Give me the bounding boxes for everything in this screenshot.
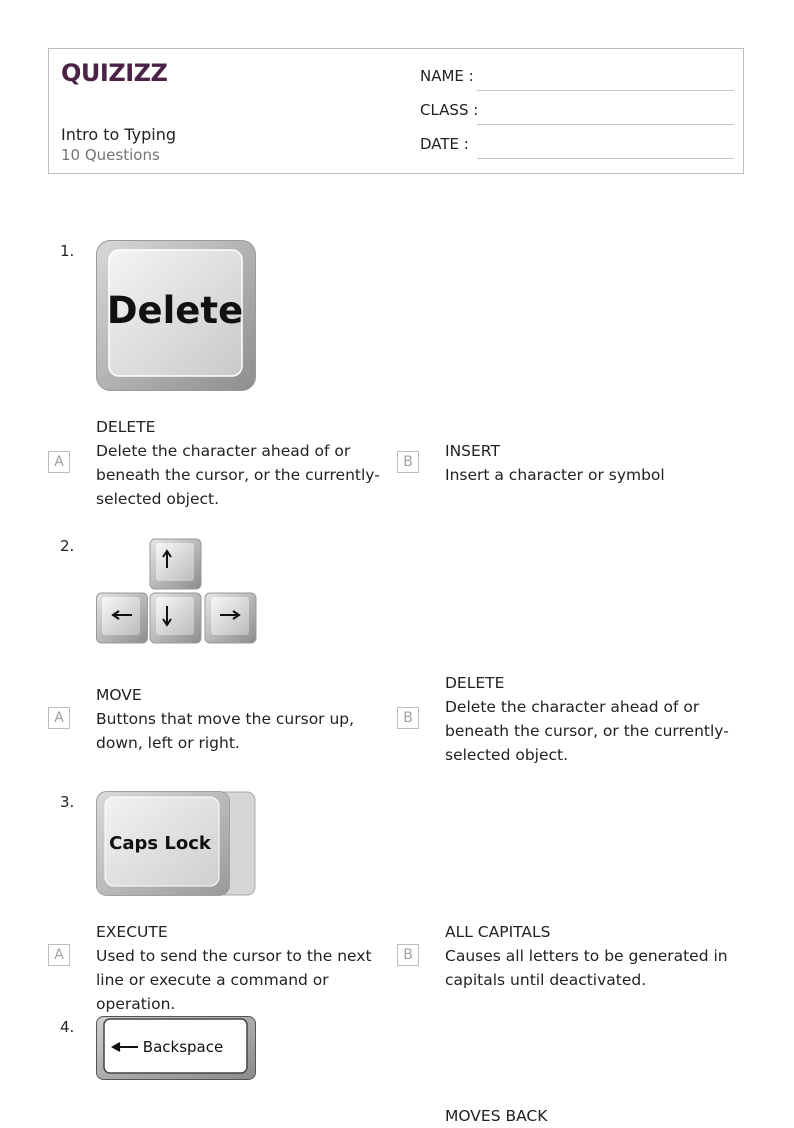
class-field[interactable] <box>420 101 734 125</box>
delete-key-image <box>96 240 256 391</box>
date-label: DATE : <box>420 135 469 153</box>
option-text: Buttons that move the cursor up, down, left or right. <box>96 710 355 752</box>
caps-lock-key-image <box>96 791 256 896</box>
backspace-key-label: Backspace <box>142 1038 224 1056</box>
option-b[interactable] <box>445 1104 745 1128</box>
option-title: DELETE <box>445 674 505 692</box>
option-a-box[interactable]: A <box>48 451 70 473</box>
name-line[interactable] <box>477 90 734 91</box>
caps-lock-key-label: Caps Lock <box>109 833 211 854</box>
worksheet-header <box>48 48 744 174</box>
option-text: Causes all letters to be generated in capitals until deactivated. <box>445 947 728 989</box>
quizizz-logo: QUIZIZZ <box>61 59 168 87</box>
question-number: 3. <box>60 793 75 811</box>
question-number: 2. <box>60 537 75 555</box>
option-text: Delete the character ahead of or beneath the cursor, or the currently-selected object. <box>445 698 729 764</box>
option-a-box[interactable]: A <box>48 944 70 966</box>
down-arrow-key <box>150 593 201 643</box>
name-label: NAME : <box>420 67 474 85</box>
option-b[interactable] <box>445 671 745 767</box>
delete-key-label: Delete <box>106 289 244 332</box>
class-line[interactable] <box>477 124 734 125</box>
date-field[interactable] <box>420 135 734 159</box>
arrow-keys-image <box>96 538 257 644</box>
option-title: ALL CAPITALS <box>445 923 551 941</box>
option-text: Delete the character ahead of or beneath the cursor, or the currently-selected object. <box>96 442 380 508</box>
date-line[interactable] <box>477 158 734 159</box>
option-text: Used to send the cursor to the next line or execute a command or operation. <box>96 947 372 1013</box>
option-a[interactable] <box>96 920 396 1016</box>
option-title: INSERT <box>445 442 500 460</box>
question-number: 4. <box>60 1018 75 1036</box>
option-a-box[interactable]: A <box>48 707 70 729</box>
left-arrow-key <box>97 593 148 643</box>
option-b-box[interactable]: B <box>397 944 419 966</box>
backspace-key-image <box>96 1016 256 1080</box>
option-title: MOVES BACK <box>445 1107 548 1125</box>
question-count: 10 Questions <box>61 146 160 164</box>
class-label: CLASS : <box>420 101 479 119</box>
option-title: MOVE <box>96 686 142 704</box>
option-b[interactable] <box>445 920 745 992</box>
option-title: DELETE <box>96 418 156 436</box>
worksheet-title: Intro to Typing <box>61 125 177 144</box>
option-b-box[interactable]: B <box>397 451 419 473</box>
option-title: EXECUTE <box>96 923 168 941</box>
up-arrow-key <box>150 539 201 589</box>
option-text: Insert a character or symbol <box>445 466 665 484</box>
question-number: 1. <box>60 242 75 260</box>
option-b[interactable] <box>445 439 745 487</box>
right-arrow-key <box>205 593 256 643</box>
name-field[interactable] <box>420 67 734 91</box>
option-b-box[interactable]: B <box>397 707 419 729</box>
option-a[interactable] <box>96 415 396 511</box>
option-a[interactable] <box>96 683 396 755</box>
